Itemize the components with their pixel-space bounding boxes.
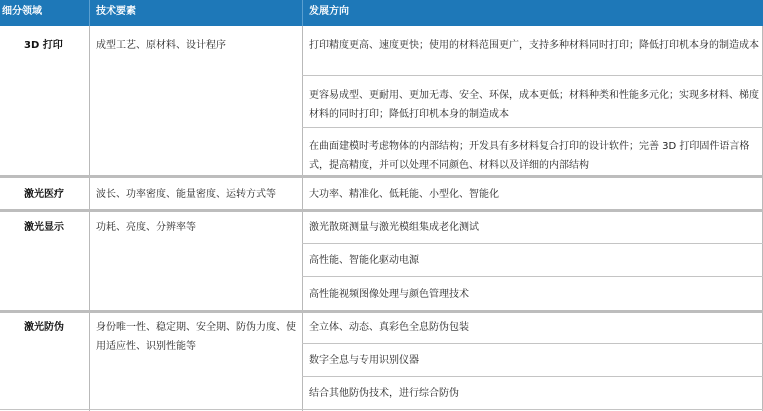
subrow-separator	[302, 127, 763, 128]
group-separator	[0, 310, 763, 313]
direction-cell: 全立体、动态、真彩色全息防伪包装	[309, 322, 469, 333]
tech-cell: 身份唯一性、稳定期、安全期、防伪力度、使用适应性、识别性能等	[96, 322, 296, 352]
subrow-separator	[302, 376, 763, 377]
subrow-separator	[302, 243, 763, 244]
tech-cell: 波长、功率密度、能量密度、运转方式等	[96, 189, 276, 200]
column-divider	[89, 26, 90, 411]
column-divider	[302, 26, 303, 411]
direction-cell: 结合其他防伪技术，进行综合防伪	[309, 388, 459, 399]
direction-cell: 数字全息与专用识别仪器	[309, 355, 419, 366]
table-bottom-border	[0, 409, 763, 410]
subrow-separator	[302, 343, 763, 344]
direction-cell: 大功率、精准化、低耗能、小型化、智能化	[309, 189, 499, 200]
direction-cell: 高性能视频图像处理与颜色管理技术	[309, 289, 469, 300]
subrow-separator	[302, 75, 763, 76]
direction-cell: 更容易成型、更耐用、更加无毒、安全、环保，成本更低；材料种类和性能多元化；实现多材料、梯度材料的同时打印；降低打印机本身的制造成本	[309, 90, 759, 120]
header-divider	[89, 0, 90, 26]
group-separator	[0, 175, 763, 178]
category-cell: 激光医疗	[24, 189, 64, 200]
tech-cell: 成型工艺、原材料、设计程序	[96, 40, 226, 51]
direction-cell: 高性能、智能化驱动电源	[309, 255, 419, 266]
header-tech: 技术要素	[96, 6, 136, 17]
category-cell: 3D 打印	[24, 40, 63, 51]
direction-cell: 激光散斑测量与激光模组集成老化测试	[309, 222, 479, 233]
category-cell: 激光显示	[24, 222, 64, 233]
header-divider	[302, 0, 303, 26]
category-cell: 激光防伪	[24, 322, 64, 333]
tech-cell: 功耗、亮度、分辨率等	[96, 222, 196, 233]
direction-cell: 打印精度更高、速度更快；使用的材料范围更广，支持多种材料同时打印；降低打印机本身的制造成本	[309, 40, 759, 51]
direction-cell: 在曲面建模时考虑物体的内部结构；开发具有多材料复合打印的设计软件；完善 3D 打印固件语言格式，提高精度，并可以处理不同颜色、材料以及详细的内部结构	[309, 141, 750, 171]
subrow-separator	[302, 276, 763, 277]
group-separator	[0, 209, 763, 212]
header-field: 细分领域	[2, 6, 42, 17]
header-direction: 发展方向	[309, 6, 349, 17]
table-header	[0, 0, 763, 26]
